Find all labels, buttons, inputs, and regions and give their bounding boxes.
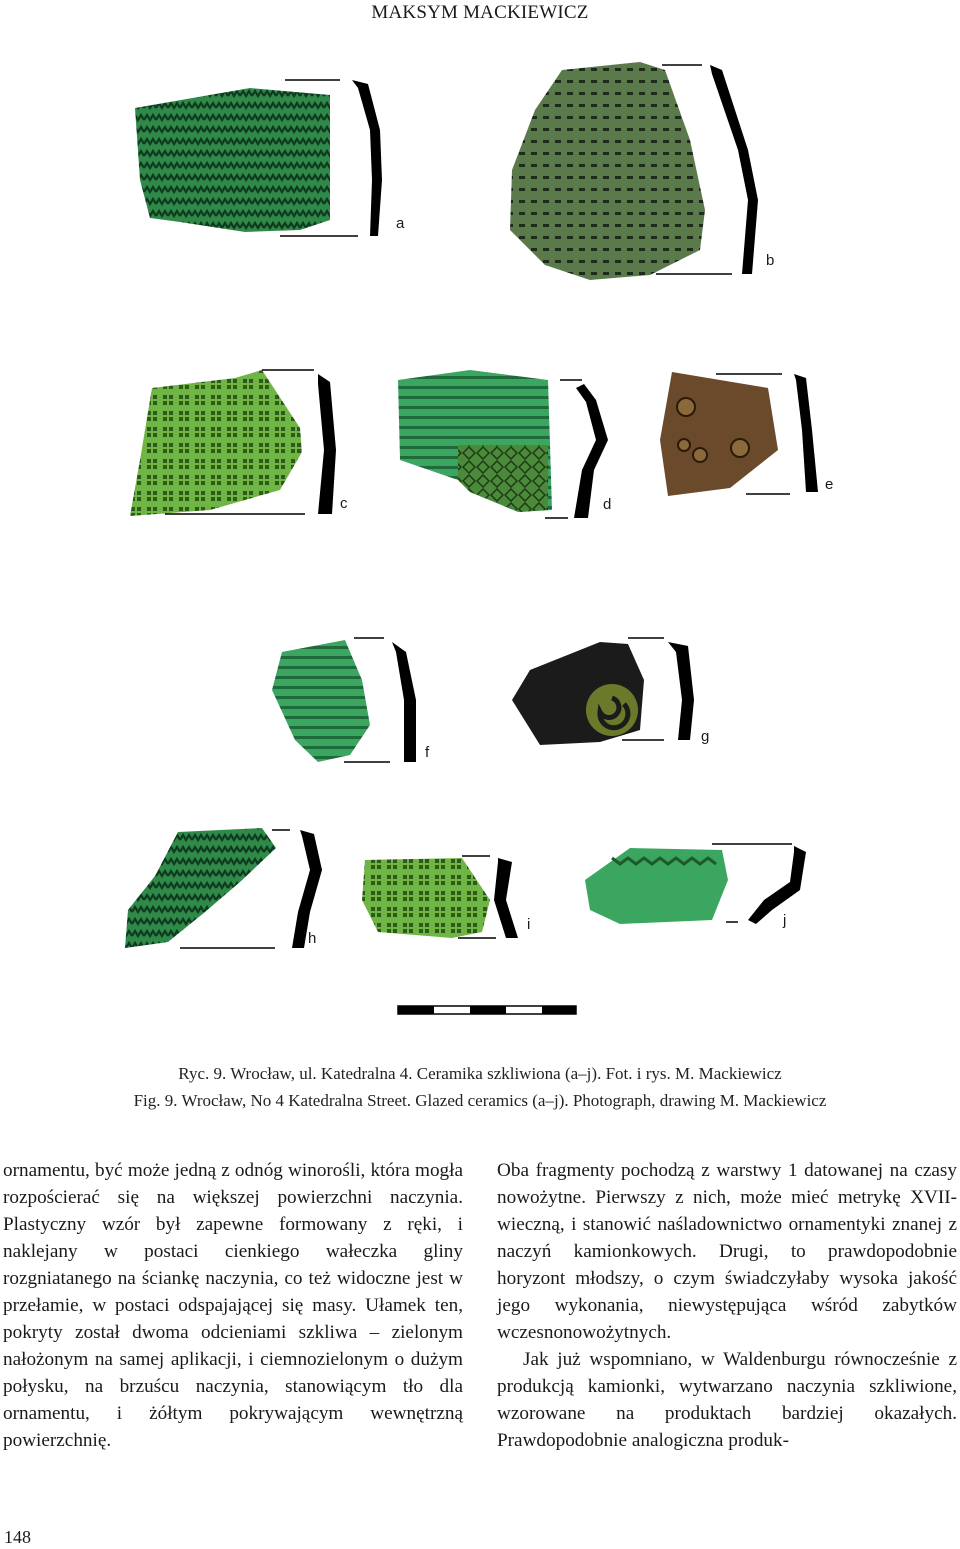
- fragment-label-f: f: [425, 744, 430, 761]
- fragment-label-h: h: [308, 930, 317, 947]
- ceramics-figure-svg: [0, 40, 960, 1030]
- fragment-b-profile: [710, 65, 758, 274]
- fragment-c-photo: [130, 370, 302, 516]
- fragment-b-photo: [510, 62, 705, 280]
- right-column: [497, 1157, 957, 1454]
- fragment-label-d: d: [603, 496, 612, 513]
- fragment-label-c: c: [340, 495, 348, 512]
- scale-bar: [398, 1006, 576, 1014]
- fragment-f-profile: [392, 642, 416, 762]
- left-column-paragraph: ornamentu, być może jedną z odnóg winorośli, która mogła rozpościerać się na większej powierzchni naczynia. Plastyczny wzór był zapewne formowany z ręki, i naklejany w postaci cienkiego wałeczka gliny rozgniatanego na ściankę naczynia, co też widoczne jest w przełamie, w postaci odspajającej się masy. Ułamek ten, pokryty został dwoma odcieniami szkliwa – zielonym nałożonym na samej aplikacji, i ciemnozielonym o dużym połysku, na brzuścu naczynia, stanowiącym tło dla ornamentu, i żółtym pokrywającym wewnętrzną powierzchnię.: [3, 1160, 463, 1451]
- fragment-label-e: e: [825, 476, 834, 493]
- fragment-label-a: a: [396, 215, 405, 232]
- right-column-paragraph-2: Jak już wspomniano, w Waldenburgu równocześnie z produkcją kamionki, wytwarzano naczynia szkliwione, wzorowane na produktach bardziej okazałych. Prawdopodobnie analogiczna produk-: [497, 1349, 957, 1451]
- fragment-label-b: b: [766, 252, 775, 269]
- left-column: [3, 1157, 463, 1454]
- fragment-j-profile: [748, 846, 806, 924]
- figure-caption-polish: Ryc. 9. Wrocław, ul. Katedralna 4. Ceramika szkliwiona (a–j). Fot. i rys. M. Mackiewicz: [178, 1064, 782, 1083]
- fragment-a-profile: [352, 80, 382, 236]
- fragment-c-profile: [318, 374, 336, 514]
- fragment-i-photo: [362, 858, 490, 938]
- fragment-label-g: g: [701, 728, 710, 745]
- fragment-h-photo: [125, 828, 276, 948]
- fragment-a-photo: [135, 88, 330, 232]
- fragment-label-i: i: [527, 916, 531, 933]
- fragment-e-photo: [660, 372, 778, 496]
- figure-ceramics-plate: [0, 40, 960, 1030]
- fragment-h-profile: [292, 830, 322, 948]
- fragment-e-profile: [794, 374, 818, 492]
- page-number: 148: [4, 1527, 31, 1547]
- fragment-f-photo: [272, 640, 370, 762]
- fragment-label-j: j: [783, 912, 787, 929]
- right-column-paragraph-1: Oba fragmenty pochodzą z warstwy 1 datowanej na czasy nowożytne. Pierwszy z nich, może mieć metrykę XVII-wieczną, i stanowić naśladownictwo ornamentyki znanej z naczyń kamionkowych. Drugi, to prawdopodobnie horyzont młodszy, o czym świadczyłaby wysoka jakość jego wykonania, niewystępująca wśród zabytków wczesnonowożytnych.: [497, 1160, 957, 1343]
- running-head: MAKSYM MACKIEWICZ: [371, 2, 589, 23]
- figure-caption-english: Fig. 9. Wrocław, No 4 Katedralna Street. Glazed ceramics (a–j). Photograph, drawing M. Mackiewicz: [133, 1091, 827, 1110]
- fragment-g-profile: [668, 642, 694, 740]
- fragment-i-profile: [494, 858, 518, 938]
